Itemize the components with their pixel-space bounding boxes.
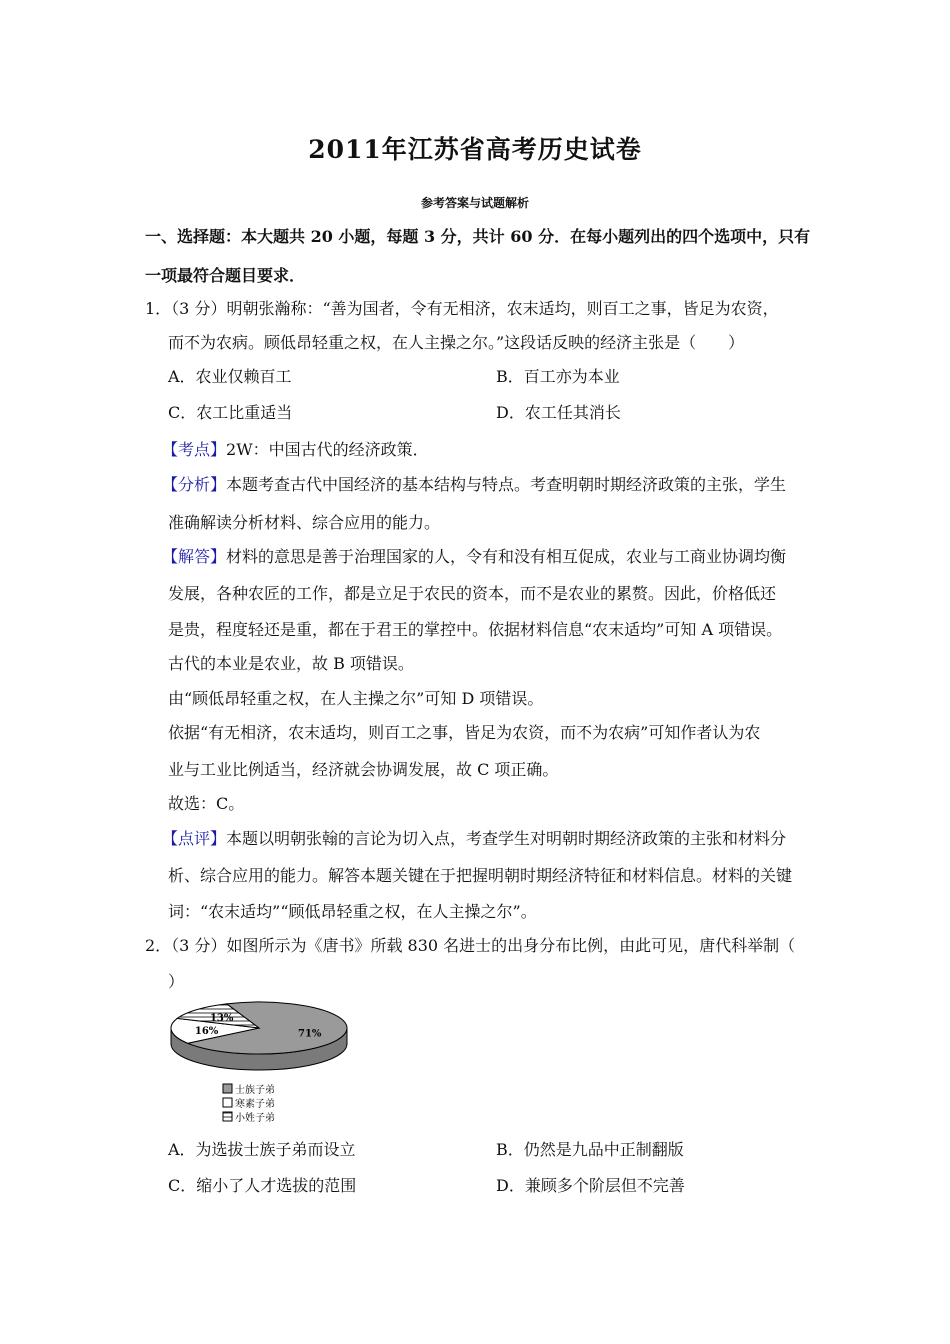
q1-stem-line1: 1．（3 分）明朝张瀚称：“善为国者，令有无相济，农末适均，则百工之事，皆足为农资， xyxy=(145,299,779,318)
legend-swatch-3 xyxy=(223,1112,232,1121)
pie-layer xyxy=(171,1002,347,1070)
legend-label-3: 小姓子弟 xyxy=(235,1113,275,1124)
fenxi-tag: 【分析】 xyxy=(162,475,227,494)
q1-jieda-line4: 古代的本业是农业，故 B 项错误。 xyxy=(168,654,414,673)
q1-jieda-line8: 故选：C。 xyxy=(168,794,245,813)
legend-label-1: 士族子弟 xyxy=(235,1085,275,1096)
jieda-tag: 【解答】 xyxy=(162,547,227,566)
jieda-text-line1: 材料的意思是善于治理国家的人，令有和没有相互促成，农业与工商业协调均衡 xyxy=(226,547,787,566)
q2-option-a: A．为选拔士族子弟而设立 xyxy=(168,1140,356,1159)
pie-label-1: 71% xyxy=(297,1028,322,1040)
q1-dianping-line2: 析、综合应用的能力。解答本题关键在于把握明朝时期经济特征和材料信息。材料的关键 xyxy=(168,866,793,885)
q1-dianping-line3: 词：“农末适均”“顾低昂轻重之权，在人主操之尔”。 xyxy=(168,902,537,921)
pie-chart xyxy=(165,1000,355,1130)
q1-option-b: B．百工亦为本业 xyxy=(496,367,620,386)
kaodian-tag: 【考点】 xyxy=(162,440,227,459)
q2-stem-line1: 2．（3 分）如图所示为《唐书》所载 830 名进士的出身分布比例，由此可见，唐代科举制（ xyxy=(145,936,796,955)
q1-jieda-line7: 业与工业比例适当，经济就会协调发展，故 C 项正确。 xyxy=(168,760,559,779)
q1-option-a: A．农业仅赖百工 xyxy=(168,367,292,386)
q1-jieda-line1 xyxy=(162,544,786,567)
legend-swatch-1 xyxy=(223,1084,232,1093)
kaodian-text: 2W：中国古代的经济政策． xyxy=(226,440,429,459)
section-heading-line1: 一、选择题：本大题共 20 小题，每题 3 分，共计 60 分．在每小题列出的四个选项中，只有 xyxy=(145,227,811,246)
q2-option-b: B．仍然是九品中正制翻版 xyxy=(496,1140,684,1159)
pie-label-2: 16% xyxy=(194,1025,219,1037)
q1-jieda-line5: 由“顾低昂轻重之权，在人主操之尔”可知 D 项错误。 xyxy=(168,689,544,708)
q1-option-c: C．农工比重适当 xyxy=(168,403,293,422)
q1-option-d: D．农工任其消长 xyxy=(496,403,621,422)
q2-option-d: D．兼顾多个阶层但不完善 xyxy=(496,1176,685,1195)
q2-stem-line2: ） xyxy=(168,972,185,991)
section-heading-line2: 一项最符合题目要求． xyxy=(145,266,306,285)
dianping-tag: 【点评】 xyxy=(162,829,227,848)
q1-fenxi-line1 xyxy=(162,472,786,495)
q1-stem-line2: 而不为农病。顾低昂轻重之权，在人主操之尔。”这段话反映的经济主张是（ ） xyxy=(168,333,745,352)
dianping-text-line1: 本题以明朝张翰的言论为切入点，考查学生对明朝时期经济政策的主张和材料分 xyxy=(226,829,787,848)
page-title: 2011年江苏省高考历史试卷 xyxy=(308,135,642,164)
q1-fenxi-line2: 准确解读分析材料、综合应用的能力。 xyxy=(168,513,441,532)
q1-jieda-line2: 发展，各种农匠的工作，都是立足于农民的资本，而不是农业的累赘。因此，价格低还 xyxy=(168,584,777,603)
fenxi-text-line1: 本题考查古代中国经济的基本结构与特点。考查明朝时期经济政策的主张，学生 xyxy=(226,475,787,494)
page-subtitle: 参考答案与试题解析 xyxy=(420,196,529,210)
legend-swatch-2 xyxy=(223,1098,232,1107)
pie-legend xyxy=(223,1083,275,1124)
q1-jieda-line6: 依据“有无相济，农末适均，则百工之事，皆足为农资，而不为农病”可知作者认为农 xyxy=(168,723,761,742)
pie-label-3: 13% xyxy=(209,1012,234,1024)
q2-option-c: C．缩小了人才选拔的范围 xyxy=(168,1176,357,1195)
q1-kaodian xyxy=(162,437,429,460)
q1-jieda-line3: 是贵，程度轻还是重，都在于君王的掌控中。依据材料信息“农末适均”可知 A 项错误。 xyxy=(168,620,783,639)
q1-dianping-line1 xyxy=(162,826,786,849)
legend-label-2: 寒素子弟 xyxy=(235,1099,275,1110)
